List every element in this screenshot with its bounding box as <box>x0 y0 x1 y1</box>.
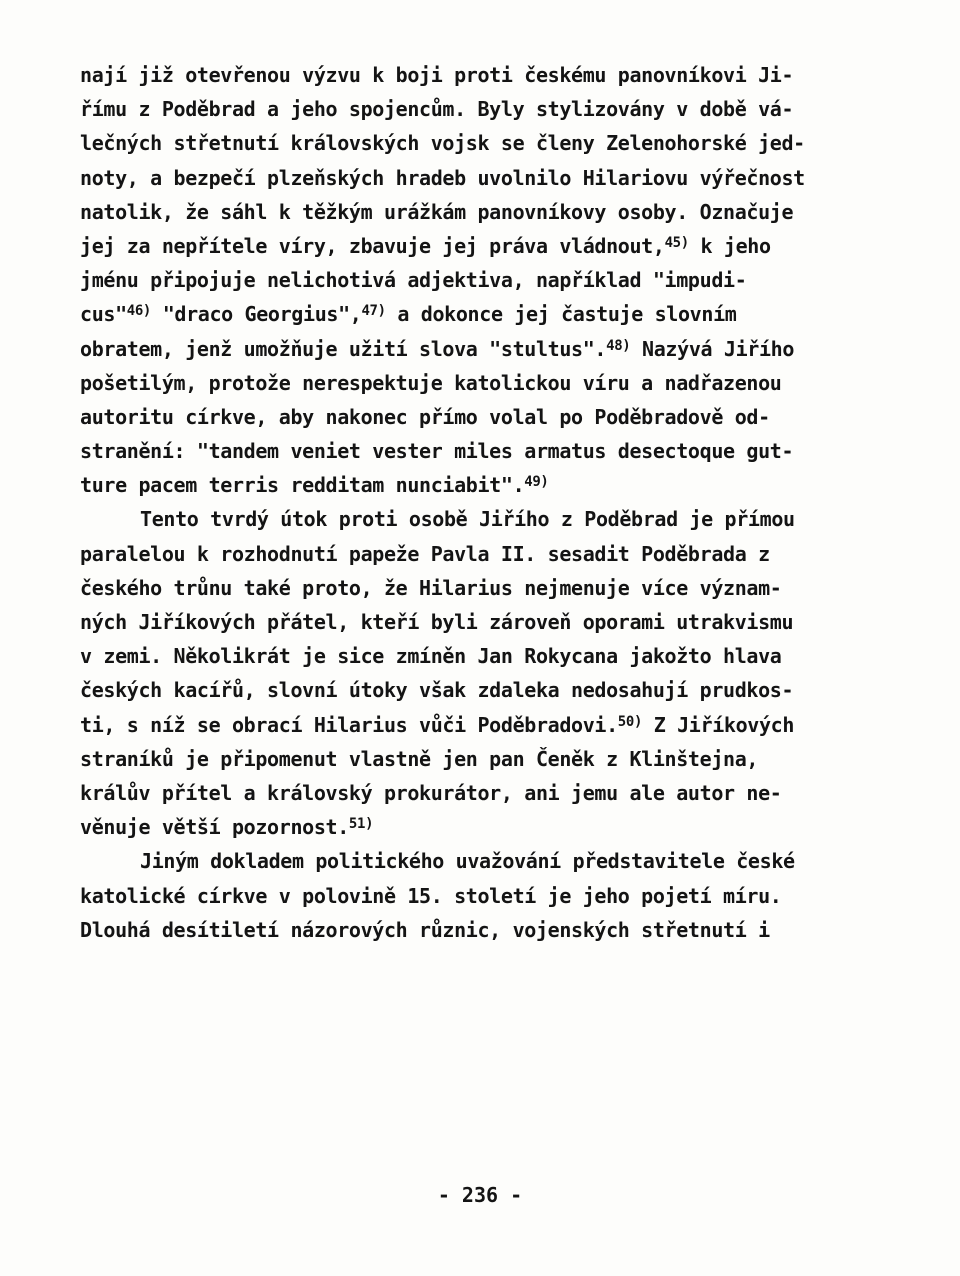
line-segment: ti, s níž se obrací Hilarius vůči Poděbradovi. <box>80 712 618 737</box>
footnote-marker: 49) <box>524 474 549 491</box>
text-line <box>80 673 880 707</box>
text-line <box>80 332 880 366</box>
line-segment: králův přítel a královský prokurátor, ani jemu ale autor ne- <box>80 780 782 805</box>
line-segment: paralelou k rozhodnutí papeže Pavla II. sesadit Poděbrada z <box>80 541 770 566</box>
footnote-marker: 51) <box>348 816 374 833</box>
line-segment: lečných střetnutí královských vojsk se členy Zelenohorské jed- <box>80 131 805 156</box>
text-line <box>80 366 880 400</box>
line-segment: v zemi. Několikrát je sice zmíněn Jan Rokycana jakožto hlava <box>80 644 782 669</box>
text-line <box>80 126 880 160</box>
footnote-marker: 47) <box>361 303 386 320</box>
footnote-marker: 45) <box>664 234 689 251</box>
line-segment: Z Jiříkových <box>642 712 795 737</box>
line-segment: Nazývá Jiřího <box>630 336 795 361</box>
text-line <box>80 571 880 605</box>
line-segment: obratem, jenž umožňuje užití slova "stultus". <box>80 336 607 361</box>
line-segment: Dlouhá desítiletí názorových různic, vojenských střetnutí i <box>80 917 770 942</box>
text-line <box>80 161 880 195</box>
text-line <box>80 639 880 673</box>
line-segment: a dokonce jej častuje slovním <box>385 302 737 327</box>
text-line <box>80 605 880 639</box>
footnote-marker: 48) <box>606 337 631 354</box>
page-number: - 236 - <box>437 1183 523 1207</box>
footnote-marker: 50) <box>617 713 643 730</box>
line-segment: autoritu církve, aby nakonec přímo volal po Poděbradově od- <box>80 404 770 429</box>
text-line <box>80 297 880 331</box>
text-line <box>80 537 880 571</box>
line-segment: stranění: "tandem veniet vester miles armatus desectoque gut- <box>80 439 794 464</box>
line-segment: k jeho <box>688 233 771 258</box>
text-line <box>80 92 880 126</box>
line-segment: noty, a bezpečí plzeňských hradeb uvolnilo Hilariovu výřečnost <box>80 165 805 190</box>
line-segment: natolik, že sáhl k těžkým urážkám panovníkovy osoby. Označuje <box>80 199 794 224</box>
text-line <box>80 502 880 536</box>
line-segment: českého trůnu také proto, že Hilarius nejmenuje více význam- <box>80 575 782 600</box>
line-segment: věnuje větší pozornost. <box>80 815 349 840</box>
line-segment: jej za nepřítele víry, zbavuje jej práva vládnout, <box>80 233 665 258</box>
text-line <box>80 776 880 810</box>
text-line <box>80 468 880 502</box>
line-segment: straníků je připomenut vlastně jen pan Čeněk z Klinštejna, <box>80 746 759 771</box>
line-segment: ture pacem terris redditam nunciabit". <box>80 473 525 498</box>
text-line <box>80 879 880 913</box>
line-segment: jménu připojuje nelichotivá adjektiva, například "impudi- <box>80 268 747 293</box>
line-segment: katolické církve v polovině 15. století je jeho pojetí míru. <box>80 883 782 908</box>
text-line <box>80 913 880 947</box>
line-segment: pošetilým, protože nerespektuje katolickou víru a nadřazenou <box>80 370 782 395</box>
body-text <box>80 58 880 947</box>
text-line <box>80 263 880 297</box>
line-segment: Tento tvrdý útok proti osobě Jiřího z Poděbrad je přímou <box>140 507 795 532</box>
text-line <box>80 58 880 92</box>
text-line <box>80 742 880 776</box>
line-segment: cus" <box>80 302 127 327</box>
footnote-marker: 46) <box>126 303 152 320</box>
text-line <box>80 844 880 878</box>
line-segment: "draco Georgius", <box>151 302 362 327</box>
text-line <box>80 400 880 434</box>
line-segment: římu z Poděbrad a jeho spojencům. Byly stylizovány v době vá- <box>80 97 794 122</box>
text-line <box>80 434 880 468</box>
line-segment: ných Jiříkových přátel, kteří byli zároveň oporami utrakvismu <box>80 610 794 634</box>
text-line <box>80 229 880 263</box>
line-segment: českých kacířů, slovní útoky však zdaleka nedosahují prudkos- <box>80 678 794 703</box>
text-line <box>80 195 880 229</box>
text-line <box>80 810 880 844</box>
text-line <box>80 708 880 742</box>
line-segment: Jiným dokladem politického uvažování představitele české <box>140 849 795 874</box>
line-segment: nají již otevřenou výzvu k boji proti českému panovníkovi Ji- <box>80 63 794 87</box>
